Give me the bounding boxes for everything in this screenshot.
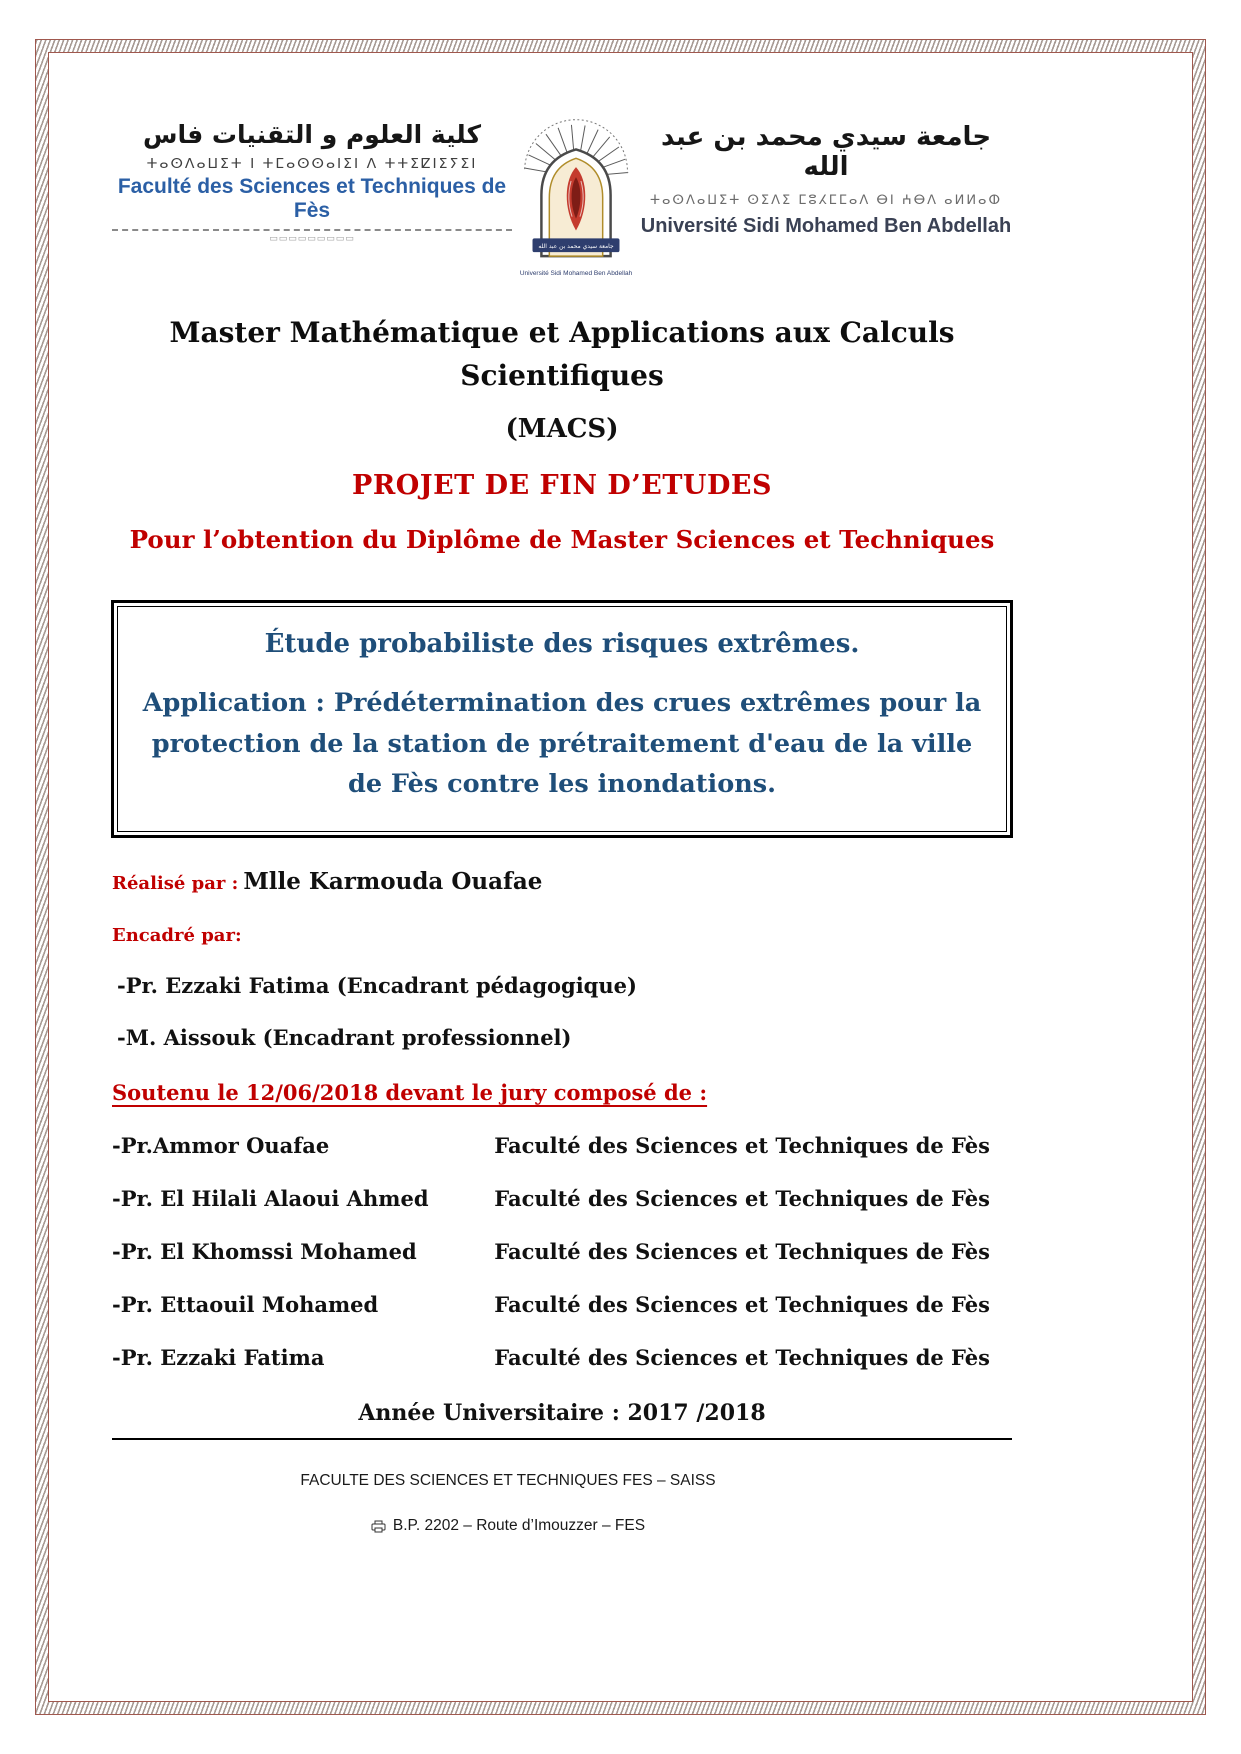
project-heading: PROJET DE FIN D’ETUDES: [352, 469, 772, 501]
faculty-name-tifinagh: ⵜⴰⵙⴷⴰⵡⵉⵜ ⵏ ⵜⵎⴰⵙⵙⴰⵏⵉⵏ ⴷ ⵜⵜⵉⵇⵏⵉⵢⵉⵏ: [146, 156, 478, 172]
author-name: Mlle Karmouda Ouafae: [243, 868, 543, 896]
jury-member-name: -Pr. El Hilali Alaoui Ahmed: [112, 1186, 429, 1212]
footer-address-line: [112, 1517, 904, 1535]
jury-row: [112, 1292, 1012, 1317]
cover-page: [112, 92, 1012, 1535]
faculty-divider-line: [112, 229, 512, 231]
university-name-arabic: جامعة سيدي محمد بن عبد الله: [660, 122, 992, 182]
supervisor-item: -M. Aissouk (Encadrant professionnel): [117, 1025, 572, 1051]
footer: [112, 1472, 904, 1535]
author-label: Réalisé par :: [112, 873, 239, 895]
institution-header: [112, 92, 1012, 277]
jury-member-name: -Pr.Ammor Ouafae: [112, 1133, 330, 1159]
university-name-french: Université Sidi Mohamed Ben Abdellah: [640, 215, 1012, 237]
author-line: [112, 868, 1012, 895]
university-emblem-logo: [517, 98, 635, 268]
thesis-subject-application: Application : Prédétermination des crues extrêmes pour la protection de la station de prétraitement d'eau de la ville de Fès contre les inondations.: [142, 687, 982, 800]
emblem-banner-text: جامعة سيدي محمد بن عبد الله: [538, 243, 614, 251]
jury-member-name: -Pr. Ettaouil Mohamed: [112, 1292, 379, 1318]
faculty-ornament: ▭▭▭▭▭▭▭▭▭: [269, 234, 355, 244]
jury-member-affiliation: Faculté des Sciences et Techniques de Fès: [494, 1133, 990, 1159]
emblem-block: [512, 92, 640, 277]
jury-row: [112, 1239, 1012, 1264]
university-block: [640, 92, 1012, 238]
footer-address-text: B.P. 2202 – Route d’Imouzzer – FES: [392, 1517, 646, 1535]
faculty-name-arabic: كلية العلوم و التقنيات فاس: [142, 120, 482, 149]
fax-icon: [371, 1520, 386, 1533]
jury-row: [112, 1186, 1012, 1211]
thesis-subject-title: Étude probabiliste des risques extrêmes.: [264, 628, 860, 659]
emblem-caption: Université Sidi Mohamed Ben Abdellah: [519, 270, 633, 277]
jury-heading: Soutenu le 12/06/2018 devant le jury composé de :: [112, 1080, 708, 1106]
purpose-line: Pour l’obtention du Diplôme de Master Sciences et Techniques: [129, 524, 995, 554]
faculty-block: [112, 92, 512, 244]
degree-title: Master Mathématique et Applications aux Calculs Scientifiques: [169, 316, 955, 393]
jury-member-affiliation: Faculté des Sciences et Techniques de Fès: [494, 1345, 990, 1371]
jury-member-name: -Pr. El Khomssi Mohamed: [112, 1239, 417, 1265]
supervisors-label: Encadré par:: [112, 925, 242, 947]
faculty-name-french: Faculté des Sciences et Techniques de Fès: [117, 175, 507, 222]
jury-member-affiliation: Faculté des Sciences et Techniques de Fès: [494, 1186, 990, 1212]
jury-member-name: -Pr. Ezzaki Fatima: [112, 1345, 325, 1371]
degree-acronym: (MACS): [505, 413, 619, 444]
footer-faculty-line: FACULTE DES SCIENCES ET TECHNIQUES FES – SAISS: [300, 1472, 716, 1490]
footer-divider-line: [112, 1438, 1012, 1440]
supervisor-item: -Pr. Ezzaki Fatima (Encadrant pédagogique): [117, 973, 637, 999]
university-name-tifinagh: ⵜⴰⵙⴷⴰⵡⵉⵜ ⵙⵉⴷⵉ ⵎⵓⵃⵎⵎⴰⴷ ⴱⵏ ⵄⴱⴷ ⴰⵍⵍⴰⵀ: [650, 193, 1002, 208]
jury-member-affiliation: Faculté des Sciences et Techniques de Fès: [494, 1292, 990, 1318]
thesis-subject-box: [117, 606, 1007, 832]
academic-year: Année Universitaire : 2017 /2018: [358, 1400, 766, 1427]
supervisors-label-line: [112, 925, 1012, 946]
jury-row: [112, 1345, 1012, 1370]
jury-member-affiliation: Faculté des Sciences et Techniques de Fès: [494, 1239, 990, 1265]
jury-row: [112, 1133, 1012, 1158]
